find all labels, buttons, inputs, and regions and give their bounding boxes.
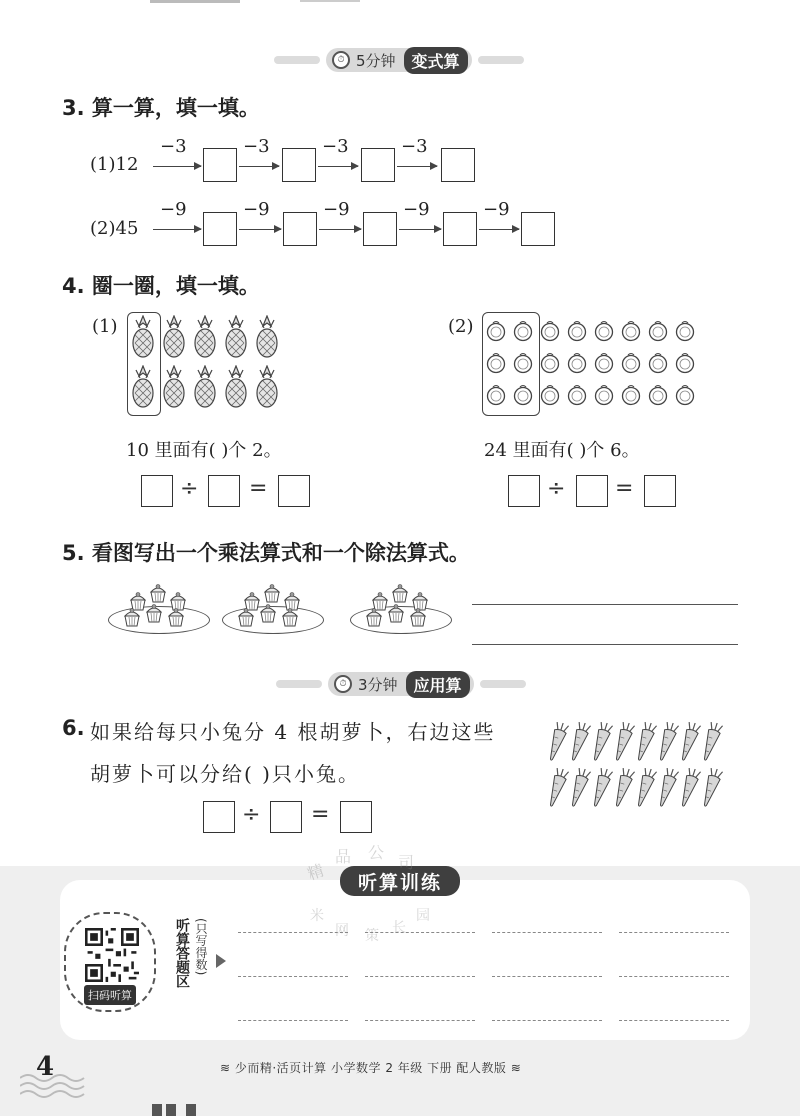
orange-ring-icon (539, 320, 561, 342)
answer-line[interactable] (472, 604, 738, 605)
row1-label (90, 154, 138, 175)
header-rule (276, 680, 322, 688)
orange-ring-icon (674, 384, 696, 406)
cupcake-icon (122, 608, 142, 628)
divide-sign: ÷ (242, 802, 261, 827)
question-6-number: 6. (62, 716, 85, 740)
orange-ring-icon (566, 352, 588, 374)
svg-text:米: 米 (310, 908, 324, 924)
orange-ring-icon (485, 320, 507, 342)
arrow-step: −3 (401, 136, 428, 157)
cupcake-icon (166, 608, 186, 628)
answer-area-note: (只写得数) (194, 918, 208, 976)
answer-box[interactable] (363, 212, 397, 246)
orange-ring-icon (620, 352, 642, 374)
arrow-step: −9 (323, 199, 350, 220)
pineapple-icon (192, 315, 218, 359)
arrow (318, 166, 358, 167)
equal-sign: = (615, 476, 634, 501)
dividend-box[interactable] (508, 475, 540, 507)
cupcake-icon (280, 608, 300, 628)
divide-sign: ÷ (180, 476, 199, 501)
footer-text: ≋ 少而精·活页计算 小学数学 2 年级 下册 配人教版 ≋ (220, 1061, 522, 1075)
answer-line[interactable] (472, 644, 738, 645)
page-number: 4 (36, 1052, 55, 1082)
orange-ring-icon (620, 384, 642, 406)
listening-answer-line[interactable] (492, 1020, 602, 1021)
part2-label: (2) (448, 316, 474, 337)
play-icon[interactable] (216, 954, 226, 968)
orange-ring-icon (539, 352, 561, 374)
listening-answer-line[interactable] (619, 1020, 729, 1021)
svg-text:策: 策 (365, 928, 379, 944)
header-rule (274, 56, 320, 64)
orange-ring-icon (647, 384, 669, 406)
divisor-box[interactable] (576, 475, 608, 507)
arrow (239, 229, 281, 230)
row2-start: 45 (115, 218, 139, 239)
header-rule (480, 680, 526, 688)
time-pill (328, 672, 474, 696)
answer-box[interactable] (203, 212, 237, 246)
section-minutes: 3分钟 (358, 675, 398, 694)
part1-sentence: 10 里面有( )个 2。 (126, 440, 282, 461)
cupcake-icon (262, 584, 282, 604)
divisor-box[interactable] (208, 475, 240, 507)
arrow-step: −9 (243, 199, 270, 220)
cupcake-icon (408, 608, 428, 628)
orange-ring-icon (620, 320, 642, 342)
footer-wave-decoration (20, 1070, 90, 1100)
listening-answer-line[interactable] (365, 976, 475, 977)
listening-answer-line[interactable] (238, 1020, 348, 1021)
answer-box[interactable] (283, 212, 317, 246)
orange-ring-icon (593, 384, 615, 406)
orange-ring-icon (512, 352, 534, 374)
pineapple-icon (254, 365, 280, 409)
orange-ring-icon (593, 320, 615, 342)
pineapple-icon (130, 365, 156, 409)
arrow-step: −3 (160, 136, 187, 157)
orange-ring-icon (512, 384, 534, 406)
header-rule (478, 56, 524, 64)
qr-code-icon[interactable] (85, 928, 139, 982)
cupcake-icon (364, 608, 384, 628)
section-tag: 应用算 (406, 671, 470, 698)
arrow (153, 229, 201, 230)
question-4-title: 4. 圈一圈，填一填。 (62, 274, 260, 298)
answer-box[interactable] (443, 212, 477, 246)
orange-ring-icon (539, 384, 561, 406)
orange-ring-icon (647, 352, 669, 374)
listening-answer-line[interactable] (238, 976, 348, 977)
footer-mark (186, 1104, 196, 1116)
listening-answer-line[interactable] (365, 1020, 475, 1021)
svg-text:公: 公 (368, 843, 385, 862)
cupcake-icon (148, 584, 168, 604)
cupcake-icon (258, 604, 278, 624)
section-minutes: 5分钟 (356, 51, 396, 70)
equal-sign: = (311, 802, 330, 827)
orange-ring-icon (674, 320, 696, 342)
arrow (479, 229, 519, 230)
answer-box[interactable] (361, 148, 395, 182)
question-6-line1: 如果给每只小兔分 4 根胡萝卜，右边这些 (90, 720, 496, 744)
part1-label: (1) (92, 316, 118, 337)
listening-tag: 听算训练 (340, 866, 460, 896)
svg-text:品: 品 (335, 847, 352, 866)
equal-sign: = (249, 476, 268, 501)
svg-text:网: 网 (335, 923, 349, 939)
footer-mark (152, 1104, 162, 1116)
orange-ring-icon (566, 320, 588, 342)
row1-index: (1) (90, 154, 116, 175)
arrow (319, 229, 361, 230)
answer-area-label: 听算答题区 (174, 918, 190, 988)
arrow-step: −9 (483, 199, 510, 220)
svg-text:司: 司 (398, 853, 415, 872)
section-header-application (276, 672, 526, 696)
orange-ring-icon (566, 384, 588, 406)
divide-sign: ÷ (547, 476, 566, 501)
watermark-stamp (290, 840, 440, 950)
listening-answer-line[interactable] (619, 976, 729, 977)
pineapple-icon (130, 315, 156, 359)
clock-icon: ⏱ (334, 675, 352, 693)
question-6-line2: 胡萝卜可以分给( )只小兔。 (90, 762, 360, 786)
clock-icon: ⏱ (332, 51, 350, 69)
orange-ring-icon (674, 352, 696, 374)
cupcake-icon (236, 608, 256, 628)
cupcake-icon (386, 604, 406, 624)
question-5-title: 5. 看图写出一个乘法算式和一个除法算式。 (62, 541, 470, 565)
part2-sentence: 24 里面有( )个 6。 (484, 440, 640, 461)
divisor-box[interactable] (270, 801, 302, 833)
cupcake-icon (144, 604, 164, 624)
orange-ring-icon (485, 352, 507, 374)
answer-box[interactable] (282, 148, 316, 182)
dividend-box[interactable] (141, 475, 173, 507)
orange-ring-icon (647, 320, 669, 342)
answer-box[interactable] (441, 148, 475, 182)
arrow (399, 229, 441, 230)
quotient-box[interactable] (278, 475, 310, 507)
listening-answer-line[interactable] (619, 932, 729, 933)
quotient-box[interactable] (340, 801, 372, 833)
quotient-box[interactable] (644, 475, 676, 507)
arrow-step: −9 (403, 199, 430, 220)
answer-box[interactable] (521, 212, 555, 246)
answer-box[interactable] (203, 148, 237, 182)
question-3-title: 3. 算一算，填一填。 (62, 96, 260, 120)
orange-ring-icon (593, 352, 615, 374)
arrow (397, 166, 437, 167)
listening-answer-line[interactable] (492, 976, 602, 977)
svg-text:精: 精 (304, 860, 327, 884)
section-header-variant (274, 48, 524, 72)
pineapple-icon (254, 315, 280, 359)
arrow (239, 166, 279, 167)
pineapple-icon (161, 365, 187, 409)
cupcake-icon (390, 584, 410, 604)
arrow (153, 166, 201, 167)
qr-label: 扫码听算 (84, 985, 136, 1005)
footer-mark (166, 1104, 176, 1116)
arrow-step: −3 (243, 136, 270, 157)
arrow-step: −3 (322, 136, 349, 157)
row2-label (90, 218, 138, 239)
row1-start: 12 (115, 154, 139, 175)
pineapple-icon (223, 365, 249, 409)
pineapple-icon (192, 365, 218, 409)
section-tag: 变式算 (404, 47, 468, 74)
listening-answer-line[interactable] (492, 932, 602, 933)
time-pill (326, 48, 472, 72)
row2-index: (2) (90, 218, 116, 239)
pineapple-icon (223, 315, 249, 359)
dividend-box[interactable] (203, 801, 235, 833)
top-scan-line (300, 0, 360, 2)
svg-text:园: 园 (416, 908, 430, 924)
svg-text:长: 长 (392, 920, 406, 936)
orange-ring-icon (512, 320, 534, 342)
arrow-step: −9 (160, 199, 187, 220)
pineapple-icon (161, 315, 187, 359)
top-scan-line (150, 0, 240, 3)
orange-ring-icon (485, 384, 507, 406)
